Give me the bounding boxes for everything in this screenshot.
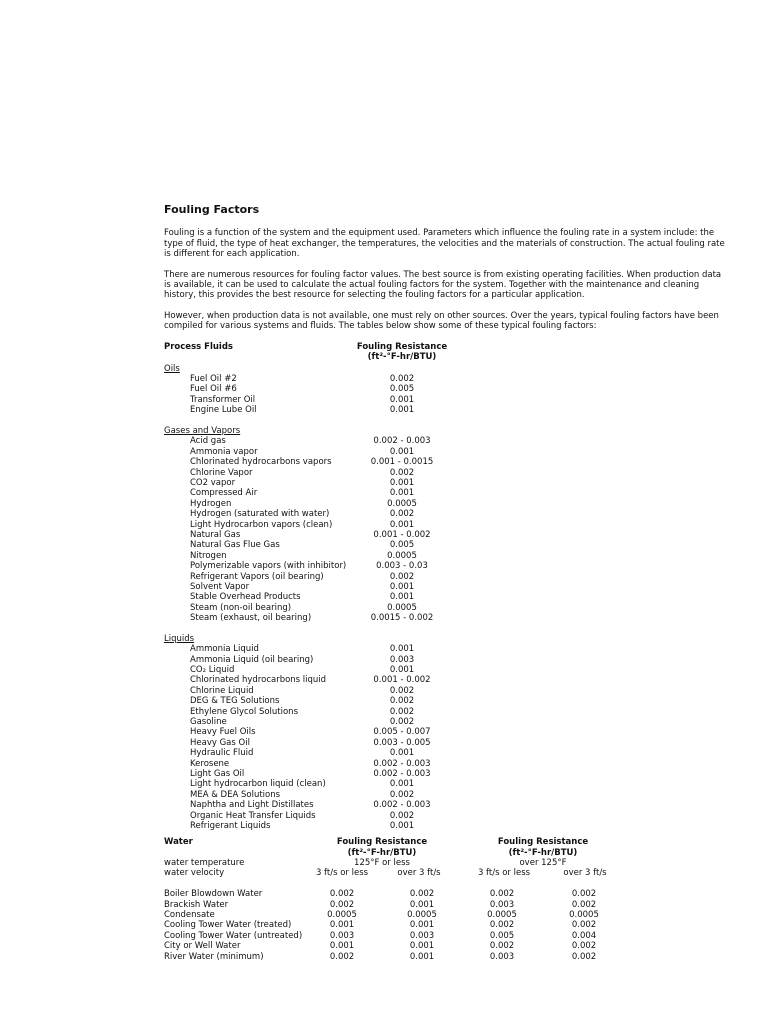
fluid-name: Chlorinated hydrocarbons vapors bbox=[190, 457, 332, 468]
water-velocity-label: water velocity bbox=[164, 868, 225, 879]
fluid-name: Kerosene bbox=[190, 758, 230, 769]
value-high-temp-low-vel: 0.003 bbox=[489, 951, 515, 962]
water-units-row bbox=[164, 848, 729, 858]
fouling-value: 0.001 bbox=[389, 394, 415, 405]
water-type: Cooling Tower Water (treated) bbox=[164, 920, 292, 931]
fouling-value: 0.001 bbox=[389, 446, 415, 457]
fluid-name: Natural Gas bbox=[190, 529, 241, 540]
table-row bbox=[164, 447, 729, 457]
value-low-temp-low-vel: 0.002 bbox=[329, 899, 355, 910]
value-high-temp-low-vel: 0.002 bbox=[489, 889, 515, 900]
velocity-low-1: 3 ft/s or less bbox=[315, 868, 369, 879]
process-fluids-header bbox=[164, 342, 729, 364]
fouling-value: 0.0005 bbox=[387, 498, 417, 509]
fouling-value: 0.005 bbox=[389, 540, 415, 551]
fluid-name: Chlorine Liquid bbox=[190, 685, 254, 696]
fluid-name: Organic Heat Transfer Liquids bbox=[190, 810, 316, 821]
fluid-name: Transformer Oil bbox=[190, 394, 256, 405]
water-temperature-row bbox=[164, 858, 729, 868]
fouling-value: 0.002 - 0.003 bbox=[373, 436, 431, 447]
table-row bbox=[164, 800, 729, 810]
fouling-value: 0.0015 - 0.002 bbox=[370, 613, 434, 624]
fluid-name: CO2 vapor bbox=[190, 477, 236, 488]
value-high-temp-high-vel: 0.002 bbox=[571, 941, 597, 952]
fluid-name: Solvent Vapor bbox=[190, 581, 250, 592]
velocity-high-1: over 3 ft/s bbox=[397, 868, 441, 879]
value-high-temp-high-vel: 0.002 bbox=[571, 951, 597, 962]
table-row bbox=[164, 520, 729, 530]
water-velocity-row bbox=[164, 868, 729, 878]
fluid-name: Polymerizable vapors (with inhibitor) bbox=[190, 561, 347, 572]
fouling-value: 0.002 bbox=[389, 706, 415, 717]
value-low-temp-low-vel: 0.003 bbox=[329, 930, 355, 941]
fouling-value: 0.0005 bbox=[387, 602, 417, 613]
fouling-value: 0.001 bbox=[389, 519, 415, 530]
fluid-name: Ammonia Liquid bbox=[190, 644, 259, 655]
table-row bbox=[164, 727, 729, 737]
value-low-temp-high-vel: 0.001 bbox=[409, 899, 435, 910]
value-low-temp-low-vel: 0.001 bbox=[329, 941, 355, 952]
fluid-name: Steam (exhaust, oil bearing) bbox=[190, 613, 312, 624]
water-type: Cooling Tower Water (untreated) bbox=[164, 930, 303, 941]
value-high-temp-high-vel: 0.002 bbox=[571, 899, 597, 910]
water-type: City or Well Water bbox=[164, 941, 241, 952]
fluid-name: Steam (non-oil bearing) bbox=[190, 602, 292, 613]
fouling-value: 0.001 - 0.0015 bbox=[370, 457, 434, 468]
water-temperature-group1: 125°F or less bbox=[354, 858, 410, 869]
value-high-temp-low-vel: 0.0005 bbox=[487, 910, 517, 921]
value-high-temp-high-vel: 0.0005 bbox=[569, 910, 599, 921]
fouling-value: 0.001 bbox=[389, 748, 415, 759]
table-row bbox=[164, 900, 729, 910]
water-rows bbox=[164, 889, 729, 962]
category-heading: Gases and Vapors bbox=[164, 426, 241, 437]
table-row bbox=[164, 395, 729, 405]
fluid-name: Hydrogen bbox=[190, 498, 232, 509]
value-high-temp-low-vel: 0.003 bbox=[489, 899, 515, 910]
fluid-name: Light Hydrocarbon vapors (clean) bbox=[190, 519, 333, 530]
document-page bbox=[164, 205, 729, 962]
table-row bbox=[164, 811, 729, 821]
fluid-name: Natural Gas Flue Gas bbox=[190, 540, 280, 551]
fluid-name: Naphtha and Light Distillates bbox=[190, 800, 314, 811]
fluid-name: Fuel Oil #2 bbox=[190, 374, 237, 385]
table-row bbox=[164, 889, 729, 899]
fouling-resistance-title: Fouling Resistance bbox=[356, 341, 448, 352]
water-group1-title: Fouling Resistance bbox=[336, 837, 428, 848]
value-high-temp-low-vel: 0.002 bbox=[489, 920, 515, 931]
fouling-resistance-header bbox=[342, 342, 462, 363]
paragraph: Fouling is a function of the system and the equipment used. Parameters which influence the fouling rate in a system include: the type of fluid, the type of heat exchanger, the temperatures, the velocities and the materials of construction. The actual fouling rate is different for each application. bbox=[164, 228, 725, 260]
table-row bbox=[164, 952, 729, 962]
water-group2-units: (ft²-°F-hr/BTU) bbox=[508, 847, 578, 858]
value-low-temp-low-vel: 0.001 bbox=[329, 920, 355, 931]
fouling-value: 0.001 bbox=[389, 405, 415, 416]
fouling-value: 0.002 - 0.003 bbox=[373, 800, 431, 811]
fluid-name: Engine Lube Oil bbox=[190, 405, 257, 416]
table-row bbox=[164, 790, 729, 800]
table-row bbox=[164, 551, 729, 561]
table-row bbox=[164, 613, 729, 623]
fouling-value: 0.005 bbox=[389, 384, 415, 395]
fluid-name: Light hydrocarbon liquid (clean) bbox=[190, 779, 326, 790]
velocity-low-2: 3 ft/s or less bbox=[477, 868, 531, 879]
water-type: River Water (minimum) bbox=[164, 951, 264, 962]
fouling-value: 0.002 bbox=[389, 810, 415, 821]
table-row bbox=[164, 374, 729, 384]
table-row bbox=[164, 488, 729, 498]
fouling-value: 0.001 bbox=[389, 820, 415, 831]
fluid-name: Light Gas Oil bbox=[190, 768, 245, 779]
fluid-name: Chlorinated hydrocarbons liquid bbox=[190, 675, 327, 686]
table-row bbox=[164, 738, 729, 748]
value-low-temp-high-vel: 0.002 bbox=[409, 889, 435, 900]
value-low-temp-low-vel: 0.002 bbox=[329, 889, 355, 900]
table-row bbox=[164, 769, 729, 779]
water-group1-units: (ft²-°F-hr/BTU) bbox=[347, 847, 417, 858]
water-type: Boiler Blowdown Water bbox=[164, 889, 263, 900]
page-title: Fouling Factors bbox=[164, 203, 260, 216]
water-temperature-group2: over 125°F bbox=[519, 858, 567, 869]
value-low-temp-high-vel: 0.001 bbox=[409, 920, 435, 931]
table-row bbox=[164, 717, 729, 727]
table-row bbox=[164, 941, 729, 951]
fouling-value: 0.002 bbox=[389, 571, 415, 582]
fluid-name: MEA & DEA Solutions bbox=[190, 789, 281, 800]
value-high-temp-high-vel: 0.002 bbox=[571, 920, 597, 931]
fouling-value: 0.003 bbox=[389, 654, 415, 665]
fouling-value: 0.002 bbox=[389, 685, 415, 696]
fouling-value: 0.001 - 0.002 bbox=[373, 529, 431, 540]
water-table bbox=[164, 837, 729, 962]
value-high-temp-low-vel: 0.002 bbox=[489, 941, 515, 952]
fluid-name: Acid gas bbox=[190, 436, 226, 447]
table-row bbox=[164, 759, 729, 769]
table-row bbox=[164, 920, 729, 930]
fouling-value: 0.002 bbox=[389, 716, 415, 727]
fluid-name: Nitrogen bbox=[190, 550, 227, 561]
fluid-name: CO₂ Liquid bbox=[190, 665, 235, 676]
value-high-temp-low-vel: 0.005 bbox=[489, 930, 515, 941]
paragraph: There are numerous resources for fouling factor values. The best source is from existing operating facilities. When production data is available, it can be used to calculate the actual fouling factors for the system. Together with the maintenance and cleaning history, this provides the best resource for selecting the fouling factors for a particular application. bbox=[164, 269, 722, 301]
table-row bbox=[164, 561, 729, 571]
table-row bbox=[164, 665, 729, 675]
fluid-name: Heavy Fuel Oils bbox=[190, 727, 256, 738]
fouling-value: 0.001 bbox=[389, 644, 415, 655]
table-row bbox=[164, 821, 729, 831]
fluid-name: Stable Overhead Products bbox=[190, 592, 301, 603]
fouling-value: 0.003 - 0.03 bbox=[376, 561, 428, 572]
table-row bbox=[164, 405, 729, 415]
table-row bbox=[164, 540, 729, 550]
value-high-temp-high-vel: 0.002 bbox=[571, 889, 597, 900]
fouling-value: 0.002 bbox=[389, 374, 415, 385]
table-row bbox=[164, 436, 729, 446]
value-low-temp-low-vel: 0.002 bbox=[329, 951, 355, 962]
value-high-temp-high-vel: 0.004 bbox=[571, 930, 597, 941]
value-low-temp-high-vel: 0.0005 bbox=[407, 910, 437, 921]
fluid-name: Ammonia Liquid (oil bearing) bbox=[190, 654, 314, 665]
fouling-value: 0.003 - 0.005 bbox=[373, 737, 431, 748]
fouling-value: 0.001 bbox=[389, 779, 415, 790]
fouling-value: 0.001 bbox=[389, 488, 415, 499]
fouling-value: 0.005 - 0.007 bbox=[373, 727, 431, 738]
fluid-name: Ethylene Glycol Solutions bbox=[190, 706, 299, 717]
table-row bbox=[164, 530, 729, 540]
fouling-value: 0.002 bbox=[389, 696, 415, 707]
table-row bbox=[164, 696, 729, 706]
category-heading: Liquids bbox=[164, 633, 195, 644]
fluid-name: Hydrogen (saturated with water) bbox=[190, 509, 330, 520]
table-row bbox=[164, 572, 729, 582]
category-heading: Oils bbox=[164, 363, 180, 374]
fouling-value: 0.001 bbox=[389, 477, 415, 488]
fluid-name: Ammonia vapor bbox=[190, 446, 258, 457]
table-row bbox=[164, 384, 729, 394]
water-header-row bbox=[164, 837, 729, 847]
fluid-name: Compressed Air bbox=[190, 488, 258, 499]
water-temperature-label: water temperature bbox=[164, 858, 245, 869]
table-row bbox=[164, 468, 729, 478]
fouling-value: 0.001 bbox=[389, 581, 415, 592]
water-group2-title: Fouling Resistance bbox=[497, 837, 589, 848]
table-row bbox=[164, 592, 729, 602]
table-row bbox=[164, 707, 729, 717]
fluid-name: Heavy Gas Oil bbox=[190, 737, 250, 748]
paragraph: However, when production data is not available, one must rely on other sources. Over the years, typical fouling factors have been compiled for various systems and fluids. The tables below show some of these typical fouling factors: bbox=[164, 310, 719, 332]
table-row bbox=[164, 748, 729, 758]
fouling-value: 0.001 bbox=[389, 665, 415, 676]
value-low-temp-low-vel: 0.0005 bbox=[327, 910, 357, 921]
fouling-value: 0.001 bbox=[389, 592, 415, 603]
value-low-temp-high-vel: 0.001 bbox=[409, 941, 435, 952]
fouling-value: 0.002 - 0.003 bbox=[373, 758, 431, 769]
fluid-name: Gasoline bbox=[190, 716, 227, 727]
table-row bbox=[164, 499, 729, 509]
fouling-value: 0.001 - 0.002 bbox=[373, 675, 431, 686]
fouling-value: 0.002 bbox=[389, 789, 415, 800]
fluid-name: Fuel Oil #6 bbox=[190, 384, 237, 395]
fouling-value: 0.002 - 0.003 bbox=[373, 768, 431, 779]
fouling-value: 0.0005 bbox=[387, 550, 417, 561]
fluid-name: DEG & TEG Solutions bbox=[190, 696, 280, 707]
water-type: Brackish Water bbox=[164, 899, 229, 910]
process-fluids-table bbox=[164, 364, 729, 832]
water-type: Condensate bbox=[164, 910, 215, 921]
fluid-name: Hydraulic Fluid bbox=[190, 748, 254, 759]
table-row bbox=[164, 478, 729, 488]
water-label: Water bbox=[164, 837, 193, 848]
table-row bbox=[164, 910, 729, 920]
table-row bbox=[164, 686, 729, 696]
process-fluids-label: Process Fluids bbox=[164, 341, 233, 352]
table-row bbox=[164, 644, 729, 654]
table-row bbox=[164, 675, 729, 685]
table-row bbox=[164, 779, 729, 789]
value-low-temp-high-vel: 0.001 bbox=[409, 951, 435, 962]
table-row bbox=[164, 603, 729, 613]
fluid-name: Refrigerant Liquids bbox=[190, 820, 271, 831]
table-row bbox=[164, 509, 729, 519]
table-row bbox=[164, 931, 729, 941]
table-row bbox=[164, 655, 729, 665]
fluid-name: Chlorine Vapor bbox=[190, 467, 253, 478]
fluid-name: Refrigerant Vapors (oil bearing) bbox=[190, 571, 324, 582]
value-low-temp-high-vel: 0.003 bbox=[409, 930, 435, 941]
velocity-high-2: over 3 ft/s bbox=[563, 868, 607, 879]
fouling-resistance-units: (ft²-°F-hr/BTU) bbox=[367, 352, 437, 363]
fouling-value: 0.002 bbox=[389, 467, 415, 478]
table-row bbox=[164, 582, 729, 592]
fouling-value: 0.002 bbox=[389, 509, 415, 520]
table-row bbox=[164, 457, 729, 467]
